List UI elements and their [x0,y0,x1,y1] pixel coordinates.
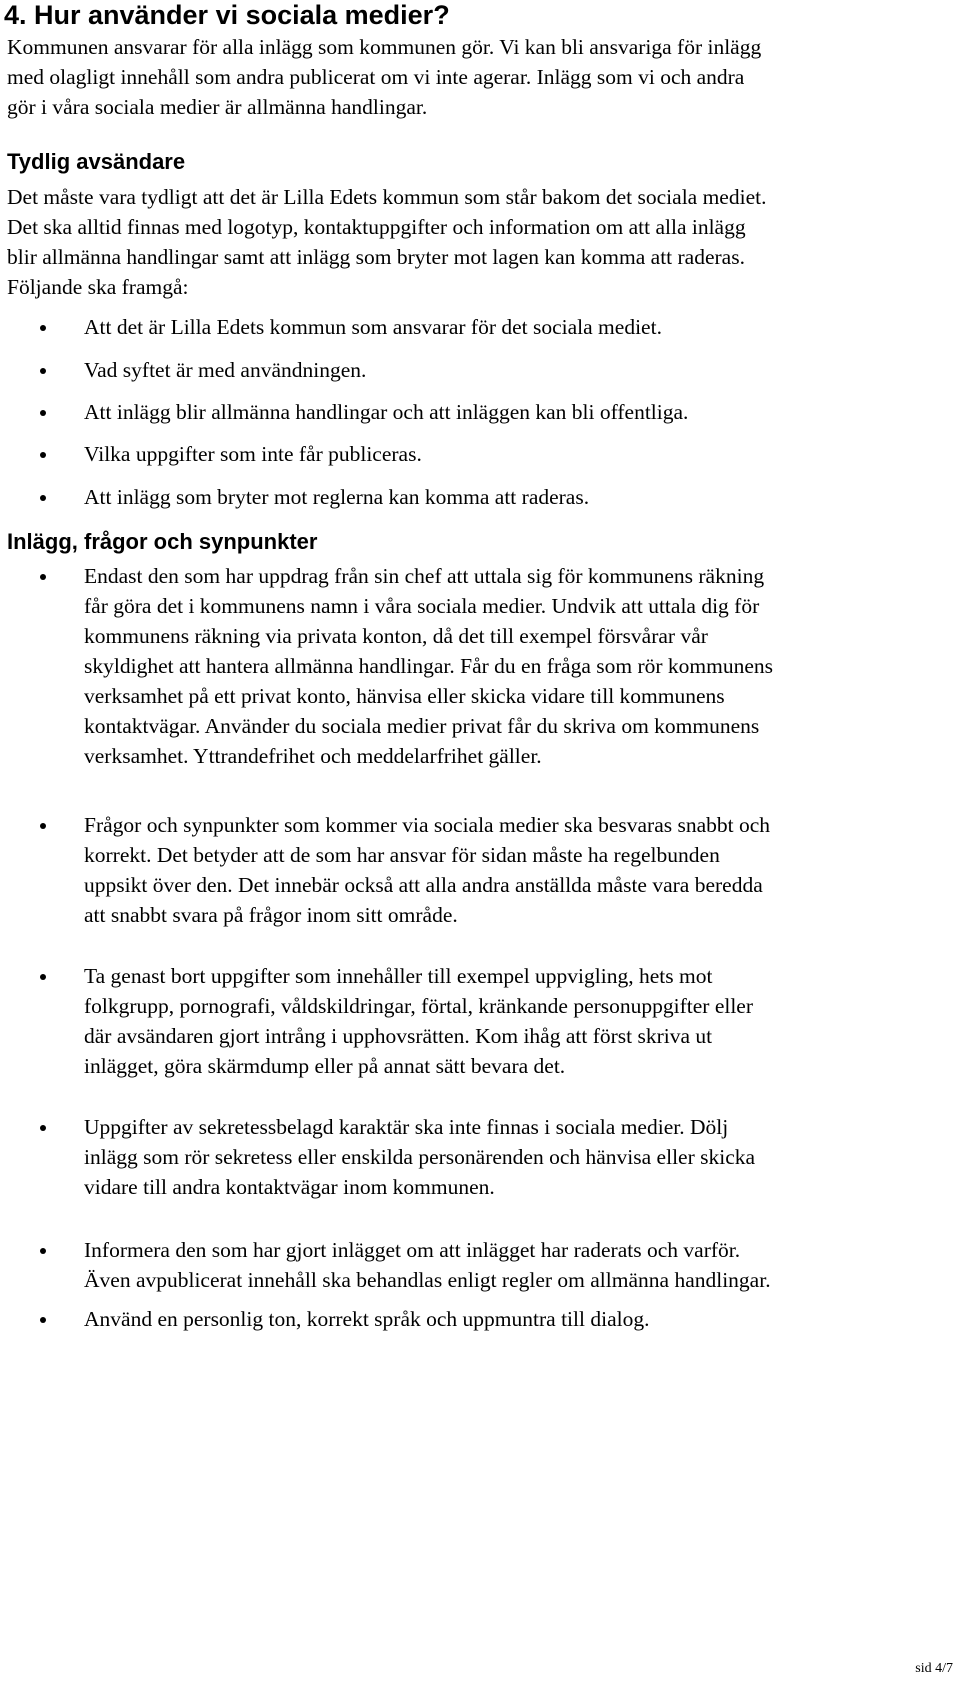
list-item-text: Vilka uppgifter som inte får publiceras. [84,442,422,466]
bullet-icon [40,325,46,331]
bullet-icon [40,368,46,374]
bullet-icon [40,410,46,416]
list-item-text: Informera den som har gjort inlägget om att inlägget har raderats och varför. Även avpublicerat innehåll ska behandlas enligt regler om allmänna handlingar. [84,1238,771,1292]
bullet-icon [40,495,46,501]
section-heading: 4. Hur använder vi sociala medier? [4,0,450,30]
bullet-icon [40,574,46,580]
list-item-text: Vad syftet är med användningen. [84,358,367,382]
list-item-text: Ta genast bort uppgifter som innehåller till exempel uppvigling, hets mot folkgrupp, pornografi, våldskildringar, förtal, kränkande personuppgifter eller där avsändaren gjort intrång i upphovsrätten. Kom ihåg att först skriva ut inlägget, göra skärmdump eller på annat sätt bevara det. [84,964,754,1078]
list-item-text: Att inlägg som bryter mot reglerna kan komma att raderas. [84,485,590,509]
list-item-text: Frågor och synpunkter som kommer via sociala medier ska besvaras snabbt och korrekt. Det betyder att de som har ansvar för sidan måste ha regelbunden uppsikt över den. Det innebär också att alla andra anställda måste vara beredda att snabbt svara på frågor inom sitt område. [84,813,771,927]
bullet-icon [40,452,46,458]
list-item-text: Uppgifter av sekretessbelagd karaktär ska inte finnas i sociala medier. Dölj inlägg som rör sekretess eller enskilda personärenden och hänvisa eller skicka vidare till andra kontaktvägar inom kommunen. [84,1115,756,1199]
subheading-inlagg-fragor: Inlägg, frågor och synpunkter [7,529,318,554]
list-item-text: Använd en personlig ton, korrekt språk och uppmuntra till dialog. [84,1307,650,1331]
bullet-icon [40,1125,46,1131]
list-item-text: Endast den som har uppdrag från sin chef att uttala sig för kommunens räkning får göra det i kommunens namn i våra sociala medier. Undvik att uttala dig för kommunens räkning via privata konton, då det till exempel försvårar vår skyldighet att hantera allmänna handlingar. Får du en fråga som rör kommunens verksamhet på ett privat konto, hänvisa eller skicka vidare till kommunens kontaktvägar. Använder du sociala medier privat får du skriva om kommunens verksamhet. Yttrandefrihet och meddelarfrihet gäller. [84,564,774,768]
list-item-text: Att det är Lilla Edets kommun som ansvarar för det sociala mediet. [84,315,662,339]
bullet-icon [40,1317,46,1323]
intro-paragraph: Kommunen ansvarar för alla inlägg som kommunen gör. Vi kan bli ansvariga för inlägg med olagligt innehåll som andra publicerat om vi inte agerar. Inlägg som vi och andra gör i våra sociala medier är allmänna handlingar. [7,35,762,119]
subheading-tydlig-avsandare: Tydlig avsändare [7,149,186,174]
bullet-icon [40,823,46,829]
avsandare-paragraph: Det måste vara tydligt att det är Lilla Edets kommun som står bakom det sociala mediet. Det ska alltid finnas med logotyp, kontaktuppgifter och information om att alla inlägg blir allmänna handlingar samt att inlägg som bryter mot lagen kan komma att raderas. Följande ska framgå: [7,185,767,299]
bullet-icon [40,1248,46,1254]
bullet-icon [40,974,46,980]
page-number: sid 4/7 [915,1661,953,1676]
list-item-text: Att inlägg blir allmänna handlingar och att inläggen kan bli offentliga. [84,400,689,424]
